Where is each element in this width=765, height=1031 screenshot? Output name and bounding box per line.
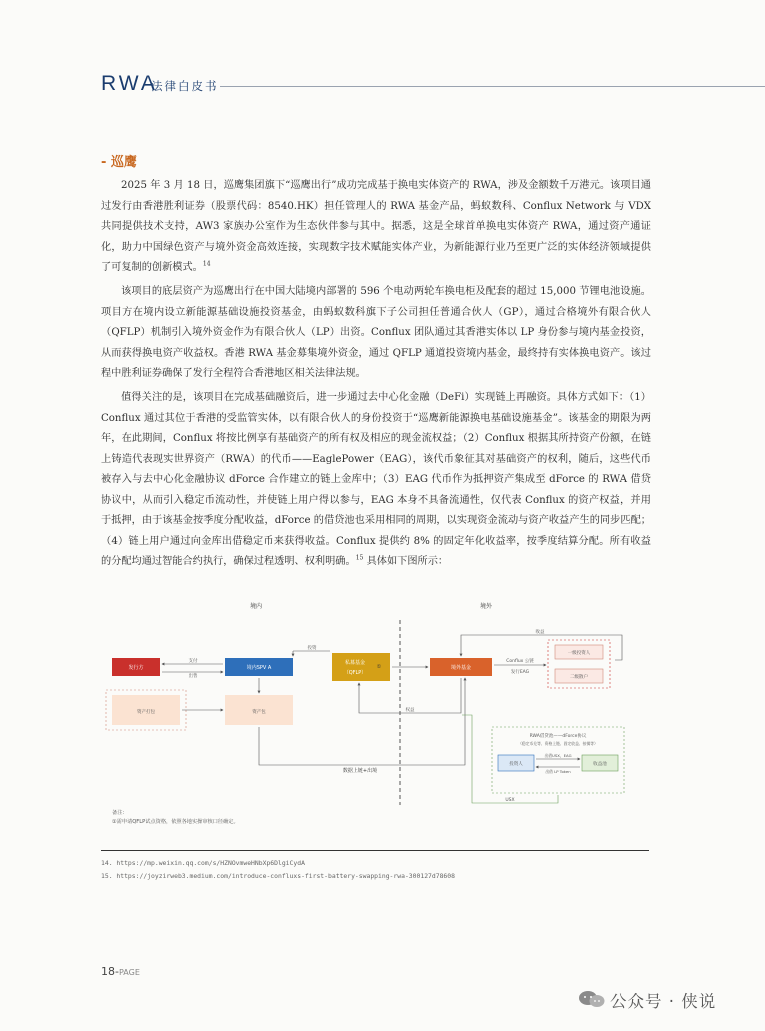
offshore-fund-label: 境外基金 xyxy=(450,665,472,671)
edge-data-onchain-label: 数据上链+出境 xyxy=(342,768,378,774)
issuer-label: 发行方 xyxy=(128,665,144,671)
edge-yield-label: 收益 xyxy=(535,630,545,635)
paragraph-3 xyxy=(101,388,651,573)
watermark-text: 公众号 · 侠说 xyxy=(610,992,717,1011)
footnote-15: 15. https://joyzirweb3.medium.com/introduce-confluxs-first-battery-swapping-rwa-300127d78608 xyxy=(101,872,455,880)
page-number-value: 18- xyxy=(101,965,119,978)
paragraph-1 xyxy=(101,176,651,279)
diagram-svg xyxy=(100,595,650,835)
fund-sub-label: （QFLP） xyxy=(343,670,367,676)
asset-packing-label: 资产打包 xyxy=(137,710,155,715)
lender-label: 投资人 xyxy=(509,762,523,767)
paragraph-2-text: 该项目的底层资产为巡鹰出行在中国大陆境内部署的 596 个电动两轮车换电柜及配套的超过 15,000 节锂电池设施。项目方在境内设立新能源基础设施投资基金，由蚂蚁数科旗下子公司担任普通合伙人（GP），通过合格境外有限合伙人（QFLP）机制引入境外资金作为有限合伙人（LP）出资。Conflux 团队通过其香港实体以 LP 身份参与境内基金投资，从而获得换电资产收益权。香港 RWA 基金募集境外资金，通过 QFLP 通道投资境内基金，最终持有实体换电资产。该过程中胜利证券确保了发行全程符合香港地区相关法律法规。 xyxy=(101,286,651,379)
page-number xyxy=(101,965,140,978)
edge-rights-label: 权益 xyxy=(405,708,415,713)
fund-label: 私募基金 xyxy=(344,660,366,666)
region-overseas-label: 境外 xyxy=(480,603,493,610)
diagram-notes-title: 备注： xyxy=(112,810,128,816)
edge-invest-label: 投资 xyxy=(307,646,317,651)
edge-deposit-label: 出借USX，EAG xyxy=(544,753,572,758)
section-title: - 巡鹰 xyxy=(101,155,137,170)
asset-bag-label: 资产包 xyxy=(252,710,266,715)
spv-label: 境内SPV A xyxy=(246,665,272,671)
header-subtitle: 法律白皮书 xyxy=(151,79,219,93)
header-rule xyxy=(220,86,765,87)
diagram-notes-body: ①需申请QFLP试点资格，依照各地实操审核口径确定。 xyxy=(112,819,239,825)
footnote-ref-15: 15 xyxy=(355,554,364,562)
rwa-structure-diagram xyxy=(100,595,650,835)
footnote-rule xyxy=(101,850,649,851)
footnote-ref-14: 14 xyxy=(202,260,211,268)
paragraph-2 xyxy=(101,282,651,385)
edge-borrow-label: 出借 LP Token xyxy=(545,769,571,774)
paragraph-3-text: 值得关注的是，该项目在完成基础融资后，进一步通过去中心化金融（DeFi）实现链上再融资。具体方式如下：（1）Conflux 通过其位于香港的受监管实体，以有限合伙人的身份投资于“巡鹰新能源换电基础设施基金”。该基金的期限为两年，在此期间，Conflux 将按比例享有基础资产的所有权及相应的现金流权益；（2）Conflux 根据其所持资产份额，在链上铸造代表现实世界资产（RWA）的代币——EaglePower（EAG），该代币象征其对基础资产的权利，随后，这些代币被存入与去中心化金融协议 dForce 合作建立的链上金库中；（3）EAG 代币作为抵押资产集成至 dForce 的 RWA 借贷协议中，从而引入稳定币流动性，并使链上用户得以参与，EAG 本身不具备流通性，仅代表 Conflux 的资产权益，并用于抵押，由于该基金按季度分配收益，dForce 的借贷池也采用相同的周期，以实现资金流动与资产收益产生的同步匹配；（4）链上用户通过向金库出借稳定币来获得收益。Conflux 提供约 8% 的固定年化收益率，按季度结算分配。所有收益的分配均通过智能合约执行，确保过程透明、权利明确。 xyxy=(101,392,651,567)
edge-usx-label: USX xyxy=(505,798,515,803)
rwa-protocol-title: RWA借贷池——dForce协议 xyxy=(529,734,587,739)
edge-conflux-label: Conflux 公链 xyxy=(506,659,534,664)
region-domestic-label: 境内 xyxy=(250,603,263,610)
wechat-icon xyxy=(578,989,606,1009)
fund-qflp-node xyxy=(332,653,390,681)
header-brand: RWA xyxy=(101,72,158,95)
rwa-protocol-sub: （稳定币兑等、资格上链、固定收益、按揭等） xyxy=(518,741,598,746)
edge-pay-label: 支付 xyxy=(188,659,198,664)
primary-investor-label: 一级投资人 xyxy=(567,651,591,656)
page-number-label: PAGE xyxy=(118,968,140,977)
paragraph-1-text: 2025 年 3 月 18 日，巡鹰集团旗下“巡鹰出行”成功完成基于换电实体资产的 RWA，涉及金额数千万港元。该项目通过发行由香港胜利证券（股票代码：8540.HK）担任管理人的 RWA 基金产品，蚂蚁数科、Conflux Network 与 VDX 共同提供技术支持，AW3 家族办公室作为生态伙伴参与其中。据悉，这是全球首单换电实体资产 RWA，通过资产通证化，助力中国绿色资产与境外资金高效连接，实现数字技术赋能实体产业，为新能源行业乃至更广泛的实体经济领域提供了可复制的创新模式。 xyxy=(101,180,651,273)
edge-issue-eag-label: 发行EAG xyxy=(510,670,530,675)
edge-sell-label: 出售 xyxy=(188,674,198,679)
footnote-14: 14. https://mp.weixin.qq.com/s/HZNOvmweHNbXp6DlgiCydA xyxy=(101,859,305,867)
fund-circle-mark: ① xyxy=(376,664,382,670)
secondary-investor-label: 二级散户 xyxy=(570,675,588,680)
yield-pool-label: 收益池 xyxy=(593,762,607,767)
paragraph-3-tail: 具体如下图所示： xyxy=(363,556,449,567)
